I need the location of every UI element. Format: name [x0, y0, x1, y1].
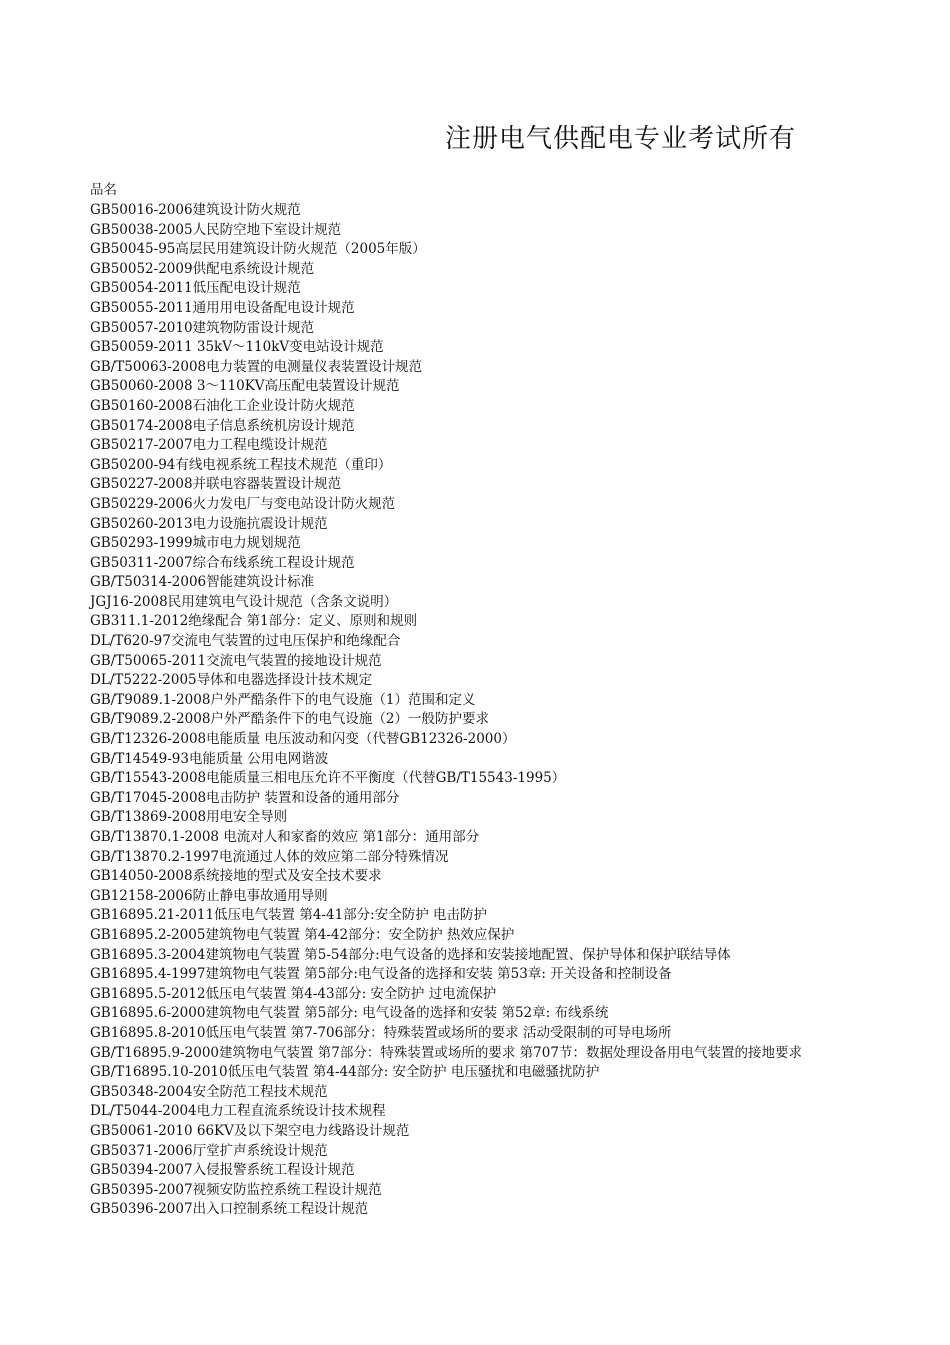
list-item: GB/T13870.1-2008 电流对人和家畜的效应 第1部分：通用部分: [90, 829, 480, 845]
list-item: GB/T12326-2008电能质量 电压波动和闪变（代替GB12326-2000）: [90, 731, 516, 748]
list-item: JGJ16-2008民用建筑电气设计规范（含条文说明）: [90, 593, 398, 610]
list-item: GB/T17045-2008电击防护 装置和设备的通用部分: [90, 789, 400, 806]
list-item: GB50174-2008电子信息系统机房设计规范: [90, 417, 355, 434]
list-item: GB/T14549-93电能质量 公用电网谐波: [90, 750, 329, 767]
list-item: GB/T15543-2008电能质量三相电压允许不平衡度（代替GB/T15543-1995）: [90, 770, 566, 787]
list-item: GB/T9089.2-2008户外严酷条件下的电气设施（2）一般防护要求: [90, 711, 490, 728]
list-item: GB/T9089.1-2008户外严酷条件下的电气设施（1）范围和定义: [90, 691, 476, 708]
column-header: 品名: [90, 182, 117, 198]
list-item: GB16895.3-2004建筑物电气装置 第5-54部分:电气设备的选择和安装接地配置、保护导体和保护联结导体: [90, 946, 731, 963]
list-item: DL/T5044-2004电力工程直流系统设计技术规程: [90, 1103, 386, 1120]
list-item: GB50054-2011低压配电设计规范: [90, 280, 301, 297]
list-item: GB16895.8-2010低压电气装置 第7-706部分：特殊装置或场所的要求 活动受限制的可导电场所: [90, 1024, 672, 1041]
list-item: GB/T50065-2011交流电气装置的接地设计规范: [90, 652, 382, 669]
list-item: GB/T50314-2006智能建筑设计标准: [90, 574, 315, 591]
list-item: GB/T13869-2008用电安全导则: [90, 809, 288, 826]
list-item: GB50061-2010 66KV及以下架空电力线路设计规范: [90, 1122, 410, 1139]
list-item: GB50052-2009供配电系统设计规范: [90, 260, 315, 277]
list-item: GB50160-2008石油化工企业设计防火规范: [90, 397, 355, 414]
document-title: 注册电气供配电专业考试所有: [445, 124, 797, 154]
list-item: GB50293-1999城市电力规划规范: [90, 535, 301, 552]
list-item: GB50394-2007入侵报警系统工程设计规范: [90, 1162, 355, 1179]
list-item: GB50200-94有线电视系统工程技术规范（重印）: [90, 456, 392, 473]
list-item: GB50038-2005人民防空地下室设计规范: [90, 221, 342, 238]
list-item: DL/T5222-2005导体和电器选择设计技术规定: [90, 672, 373, 689]
list-item: GB50055-2011通用用电设备配电设计规范: [90, 299, 355, 316]
list-item: GB16895.4-1997建筑物电气装置 第5部分:电气设备的选择和安装 第53章: 开关设备和控制设备: [90, 966, 672, 983]
list-item: GB50059-2011 35kV～110kV变电站设计规范: [90, 339, 384, 356]
list-item: GB50016-2006建筑设计防火规范: [90, 202, 301, 218]
list-item: GB16895.6-2000建筑物电气装置 第5部分: 电气设备的选择和安装 第52章: 布线系统: [90, 1005, 609, 1022]
list-item: GB/T16895.9-2000建筑物电气装置 第7部分：特殊装置或场所的要求 第707节：数据处理设备用电气装置的接地要求: [90, 1044, 802, 1061]
list-item: GB50057-2010建筑物防雷设计规范: [90, 319, 315, 336]
list-item: DL/T620-97交流电气装置的过电压保护和绝缘配合: [90, 633, 401, 650]
list-item: GB/T50063-2008电力装置的电测量仪表装置设计规范: [90, 358, 423, 375]
list-item: GB50311-2007综合布线系统工程设计规范: [90, 554, 355, 571]
list-item: GB50060-2008 3～110KV高压配电装置设计规范: [90, 378, 400, 395]
list-item: GB16895.5-2012低压电气装置 第4-43部分: 安全防护 过电流保护: [90, 985, 497, 1002]
list-item: GB50217-2007电力工程电缆设计规范: [90, 437, 328, 454]
list-item: GB14050-2008系统接地的型式及安全技术要求: [90, 868, 382, 885]
list-item: GB50371-2006厅堂扩声系统设计规范: [90, 1142, 328, 1159]
list-item: GB50227-2008并联电容器装置设计规范: [90, 476, 342, 493]
list-item: GB50396-2007出入口控制系统工程设计规范: [90, 1201, 369, 1218]
list-item: GB50348-2004安全防范工程技术规范: [90, 1083, 328, 1100]
list-item: GB50229-2006火力发电厂与变电站设计防火规范: [90, 495, 396, 512]
list-item: GB/T16895.10-2010低压电气装置 第4-44部分: 安全防护 电压骚扰和电磁骚扰防护: [90, 1064, 600, 1081]
list-item: GB311.1-2012绝缘配合 第1部分：定义、原则和规则: [90, 613, 418, 630]
list-item: GB50045-95高层民用建筑设计防火规范（2005年版）: [90, 241, 426, 258]
list-item: GB16895.21-2011低压电气装置 第4-41部分:安全防护 电击防护: [90, 907, 487, 924]
list-item: GB16895.2-2005建筑物电气装置 第4-42部分：安全防护 热效应保护: [90, 926, 515, 943]
standards-list: [90, 201, 802, 1220]
list-item: GB/T13870.2-1997电流通过人体的效应第二部分特殊情况: [90, 848, 449, 865]
list-item: GB50395-2007视频安防监控系统工程设计规范: [90, 1181, 382, 1198]
list-item: GB12158-2006防止静电事故通用导则: [90, 887, 328, 904]
list-item: GB50260-2013电力设施抗震设计规范: [90, 515, 328, 532]
